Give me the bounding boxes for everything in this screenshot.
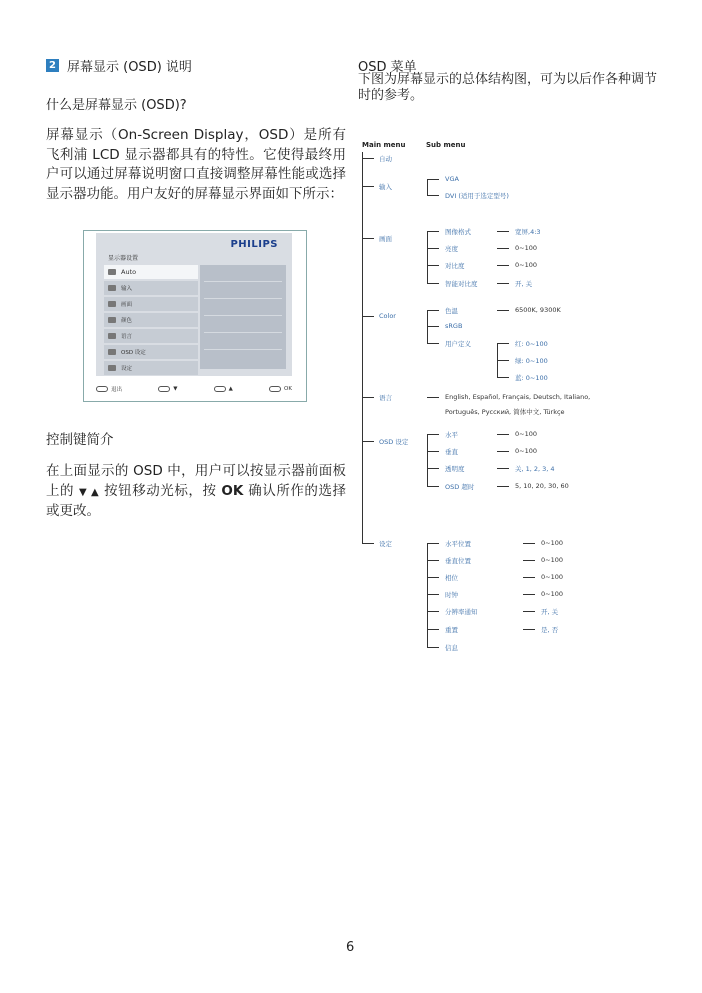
color-srgb: sRGB [445,322,463,330]
osd-transparency: 透明度 [445,465,465,473]
control-keys-body: 在上面显示的 OSD 中，用户可以按显示器前面板上的 ▼ ▲ 按钮移动光标，按 OK 确认所作的选择或更改。 [46,463,347,519]
osd-horizontal: 水平 [445,431,458,439]
osd-menu-description: 下图为屏幕显示的总体结构图，可为以后作各种调节时的参考。 [358,72,658,103]
main-osd-settings: OSD 设定 [379,438,409,446]
main-color: Color [379,312,396,320]
user-red: 红: 0~100 [515,340,548,348]
arrow-icons: ▼ ▲ [78,486,100,498]
sub-menu-header: Sub menu [426,141,466,149]
main-menu-header: Main menu [362,141,406,149]
osd-menu-list [104,265,198,377]
language-values-2: Português, Русский, 简体中文, Türkçe [445,408,565,416]
picture-brightness-value: 0~100 [515,244,537,252]
language-icon [108,333,116,339]
section-header [46,56,192,75]
color-user-define: 用户定义 [445,340,471,348]
setup-resolution-notice-value: 开, 关 [541,608,559,616]
user-green: 绿: 0~100 [515,357,548,365]
osd-timeout-value: 5, 10, 20, 30, 60 [515,482,569,490]
control-keys-heading: 控制键简介 [46,432,114,448]
picture-format: 图像格式 [445,228,471,236]
philips-logo: PHILIPS [230,239,278,250]
setup-clock-value: 0~100 [541,590,563,598]
osd-menu-title: OSD 菜单 [358,60,417,75]
osd-settings-icon [108,349,116,355]
up-button[interactable]: ▲ [214,385,233,393]
osd-item-picture[interactable]: 画面 [104,297,198,311]
osd-transparency-value: 关, 1, 2, 3, 4 [515,465,555,473]
input-vga: VGA [445,175,459,183]
osd-item-input[interactable]: 输入 [104,281,198,295]
osd-title: 显示器设置 [108,255,139,262]
osd-footer [96,385,292,393]
main-input: 输入 [379,183,392,191]
setup-v-position: 垂直位置 [445,557,471,565]
setup-phase-value: 0~100 [541,573,563,581]
setup-reset-value: 是, 否 [541,626,559,634]
ok-button[interactable]: OK [269,385,292,393]
osd-screen-figure [83,230,307,402]
setup-h-position: 水平位置 [445,540,471,548]
main-setup: 设定 [379,540,392,548]
down-button[interactable]: ▼ [158,385,177,393]
picture-smart-contrast-value: 开, 关 [515,280,533,288]
color-icon [108,317,116,323]
osd-horizontal-value: 0~100 [515,430,537,438]
picture-format-value: 宽屏,4:3 [515,228,541,236]
setup-resolution-notice: 分辨率通知 [445,608,478,616]
setup-clock: 时钟 [445,591,458,599]
page-number: 6 [346,940,355,955]
what-is-body: 屏幕显示（On-Screen Display，OSD）是所有飞利浦 LCD 显示器都具有的特性。它使得最终用户可以通过屏幕说明窗口直接调整屏幕性能或选择显示器功能。用户友好的屏幕显示界面如下所示： [46,127,346,202]
osd-vertical: 垂直 [445,448,458,456]
section-title: 屏幕显示 (OSD) 说明 [67,60,192,75]
main-auto: 自动 [379,155,392,163]
trunk-line [362,152,363,544]
osd-item-setup[interactable]: 设定 [104,361,198,375]
osd-item-color[interactable]: 颜色 [104,313,198,327]
picture-icon [108,301,116,307]
input-dvi: DVI (适用于选定型号) [445,192,509,200]
what-is-heading: 什么是屏幕显示 (OSD)? [46,98,187,113]
osd-item-auto[interactable]: Auto [104,265,198,279]
picture-contrast: 对比度 [445,262,465,270]
exit-button[interactable]: 退出 [96,385,122,393]
auto-icon [108,269,116,275]
setup-h-position-value: 0~100 [541,539,563,547]
main-language: 语言 [379,394,392,402]
osd-item-language[interactable]: 语言 [104,329,198,343]
main-picture: 画面 [379,235,392,243]
osd-vertical-value: 0~100 [515,447,537,455]
color-temp-value: 6500K, 9300K [515,306,561,314]
osd-panel [96,233,292,376]
setup-info: 信息 [445,644,458,652]
user-blue: 蓝: 0~100 [515,374,548,382]
osd-item-osd-settings[interactable]: OSD 设定 [104,345,198,359]
osd-submenu-area [200,265,286,369]
picture-smart-contrast: 智能对比度 [445,280,478,288]
setup-v-position-value: 0~100 [541,556,563,564]
picture-contrast-value: 0~100 [515,261,537,269]
picture-brightness: 亮度 [445,245,458,253]
osd-timeout: OSD 超时 [445,483,475,491]
setup-reset: 重置 [445,626,458,634]
color-temp: 色温 [445,307,458,315]
setup-icon [108,365,116,371]
language-values-1: English, Español, Français, Deutsch, Italiano, [445,393,591,401]
setup-phase: 相位 [445,574,458,582]
section-number: 2 [46,59,59,72]
input-icon [108,285,116,291]
ok-label: OK [221,482,244,499]
